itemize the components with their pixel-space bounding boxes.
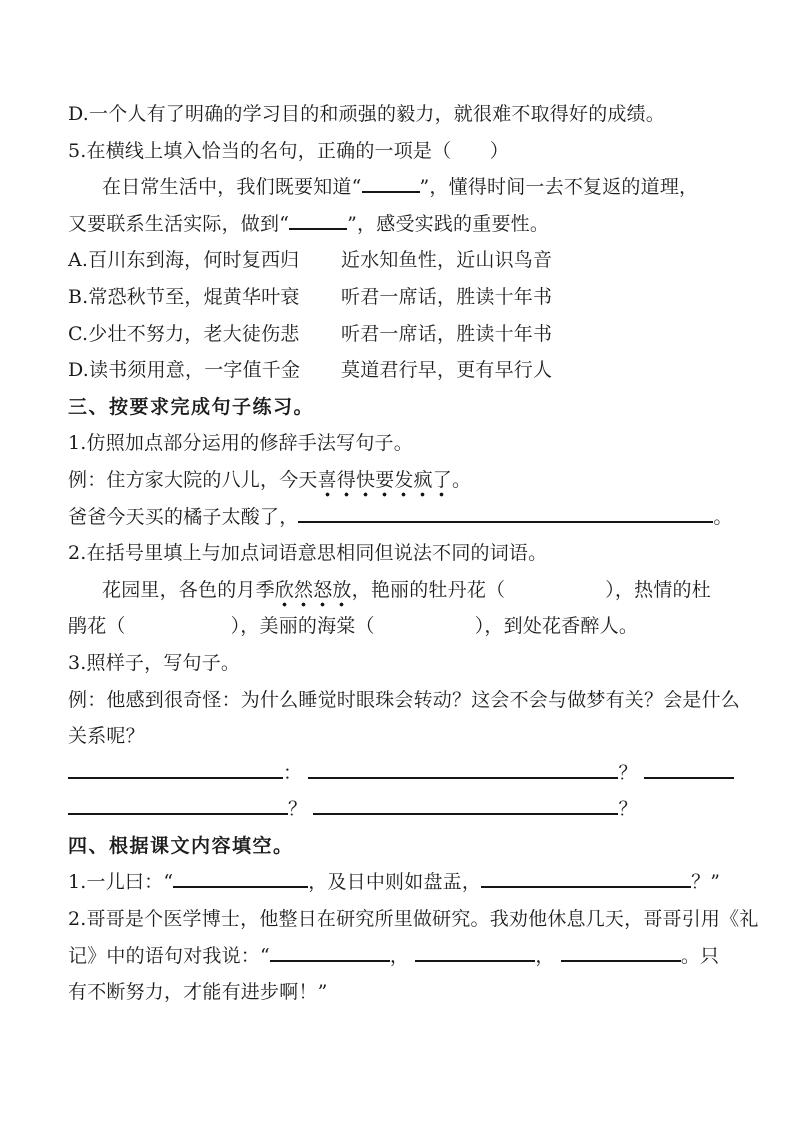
s3q1-example-emphasized: 喜得快要发疯了 bbox=[318, 469, 452, 497]
q5-choice-d bbox=[68, 352, 737, 389]
s3q2-stem-text: 2.在括号里填上与加点词语意思相同但说法不同的词语。 bbox=[68, 542, 548, 565]
s4q1-mid: ，及日中则如盘盂， bbox=[308, 871, 482, 894]
s3q2-text: ），美丽的海棠（ bbox=[230, 615, 375, 638]
choice-b-right: 听君一席话，胜读十年书 bbox=[341, 285, 553, 308]
answer-blank bbox=[270, 942, 390, 962]
s3q2-stem bbox=[68, 535, 737, 572]
s3q2-line-2 bbox=[68, 608, 737, 645]
s4q1-end: ？” bbox=[691, 871, 721, 894]
answer-blank bbox=[313, 795, 618, 815]
answer-blank bbox=[289, 210, 347, 230]
s3q1-answer-end: 。 bbox=[713, 505, 733, 528]
s3q2-text: 鹃花（ bbox=[68, 615, 126, 638]
q5-passage-line-2 bbox=[68, 206, 737, 243]
s3q3-answer-line-1 bbox=[68, 755, 737, 792]
s3q1-answer-line bbox=[68, 499, 737, 536]
s3q1-stem-text: 1.仿照加点部分运用的修辞手法写句子。 bbox=[68, 432, 413, 455]
s3q3-stem-text: 3.照样子，写句子。 bbox=[68, 651, 241, 674]
section3-heading-text: 三、按要求完成句子练习。 bbox=[68, 395, 315, 418]
punct-qmark: ？ bbox=[618, 761, 638, 784]
choice-d-right: 莫道君行早，更有早行人 bbox=[341, 359, 553, 382]
option-d-text: D.一个人有了明确的学习目的和顽强的毅力，就很难不取得好的成绩。 bbox=[68, 103, 665, 125]
q5-choice-a bbox=[68, 242, 737, 279]
section4-heading bbox=[68, 828, 737, 865]
answer-blank bbox=[173, 868, 308, 888]
answer-blank bbox=[481, 868, 691, 888]
answer-blank bbox=[68, 795, 288, 815]
s3q3-example-text: 关系呢？ bbox=[68, 725, 145, 748]
q5-passage-text: ”，懂得时间一去不复返的道理， bbox=[419, 176, 699, 199]
s4q1-line bbox=[68, 864, 737, 901]
q5-choice-c bbox=[68, 316, 737, 353]
s3q1-example-pre: 例：住方家大院的八儿，今天 bbox=[68, 468, 318, 491]
s3q2-text: 花园里，各色的月季 bbox=[102, 578, 275, 601]
s3q2-emphasized: 欣然怒放 bbox=[275, 579, 352, 607]
s3q3-example-line-2 bbox=[68, 718, 737, 755]
section4-heading-text: 四、根据课文内容填空。 bbox=[68, 834, 294, 857]
q5-passage-text: 又要联系生活实际，做到“ bbox=[68, 212, 290, 235]
choice-a-left: A.百川东到海，何时复西归 bbox=[68, 249, 300, 272]
s4q2-line-2 bbox=[68, 938, 737, 975]
answer-blank bbox=[298, 502, 713, 522]
punct-qmark: ？ bbox=[618, 798, 638, 821]
prev-question-option-d bbox=[68, 96, 737, 133]
s3q1-example bbox=[68, 462, 737, 499]
s4q2-text: 2.哥哥是个医学博士，他整日在研究所里做研究。我劝他休息几天，哥哥引用《礼 bbox=[68, 908, 759, 931]
s4q1-pre: 1.一儿曰：“ bbox=[68, 871, 174, 894]
choice-c-left: C.少壮不努力，老大徒伤悲 bbox=[68, 322, 300, 345]
q5-passage-line-1 bbox=[68, 169, 737, 206]
s4q2-text: 。只 bbox=[680, 944, 720, 967]
q5-stem bbox=[68, 133, 737, 170]
s3q2-line-1 bbox=[68, 572, 737, 609]
punct-comma: ， bbox=[535, 944, 555, 967]
s3q1-example-end: 。 bbox=[452, 468, 472, 491]
s4q2-text: 有不断努力，才能有进步啊！” bbox=[68, 981, 328, 1004]
s3q1-stem bbox=[68, 425, 737, 462]
s4q2-line-1 bbox=[68, 901, 759, 938]
q5-stem-text: 5.在横线上填入恰当的名句，正确的一项是（ ） bbox=[68, 139, 509, 162]
answer-blank bbox=[561, 942, 681, 962]
answer-blank bbox=[362, 173, 420, 193]
punct-qmark: ？ bbox=[288, 798, 308, 821]
choice-c-right: 听君一席话，胜读十年书 bbox=[341, 322, 553, 345]
s3q1-answer-pre: 爸爸今天买的橘子太酸了， bbox=[68, 505, 299, 528]
punct-colon: ： bbox=[283, 761, 303, 784]
q5-choice-b bbox=[68, 279, 737, 316]
answer-blank bbox=[308, 759, 618, 779]
s3q3-answer-line-2 bbox=[68, 791, 737, 828]
choice-d-left: D.读书须用意，一字值千金 bbox=[68, 359, 301, 382]
s3q3-example-text: 例：他感到很奇怪：为什么睡觉时眼珠会转动？这会不会与做梦有关？会是什么 bbox=[68, 688, 741, 711]
answer-blank bbox=[644, 759, 734, 779]
choice-b-left: B.常恐秋节至，焜黄华叶衰 bbox=[68, 285, 300, 308]
s4q2-line-3 bbox=[68, 974, 737, 1011]
punct-comma: ， bbox=[389, 944, 410, 967]
choice-a-right: 近水知鱼性，近山识鸟音 bbox=[341, 249, 553, 272]
s3q3-example-line-1 bbox=[68, 682, 741, 719]
s4q2-text: 记》中的语句对我说：“ bbox=[68, 944, 270, 967]
section3-heading bbox=[68, 389, 737, 426]
s3q3-stem bbox=[68, 645, 737, 682]
answer-blank bbox=[415, 942, 535, 962]
q5-passage-text: ”，感受实践的重要性。 bbox=[347, 212, 550, 235]
s3q2-text: ），热情的杜 bbox=[605, 578, 711, 601]
answer-blank bbox=[68, 759, 283, 779]
s3q2-text: ），到处花香醉人。 bbox=[474, 615, 639, 638]
s3q2-text: ，艳丽的牡丹花（ bbox=[351, 578, 506, 601]
q5-passage-text: 在日常生活中，我们既要知道“ bbox=[102, 176, 362, 199]
